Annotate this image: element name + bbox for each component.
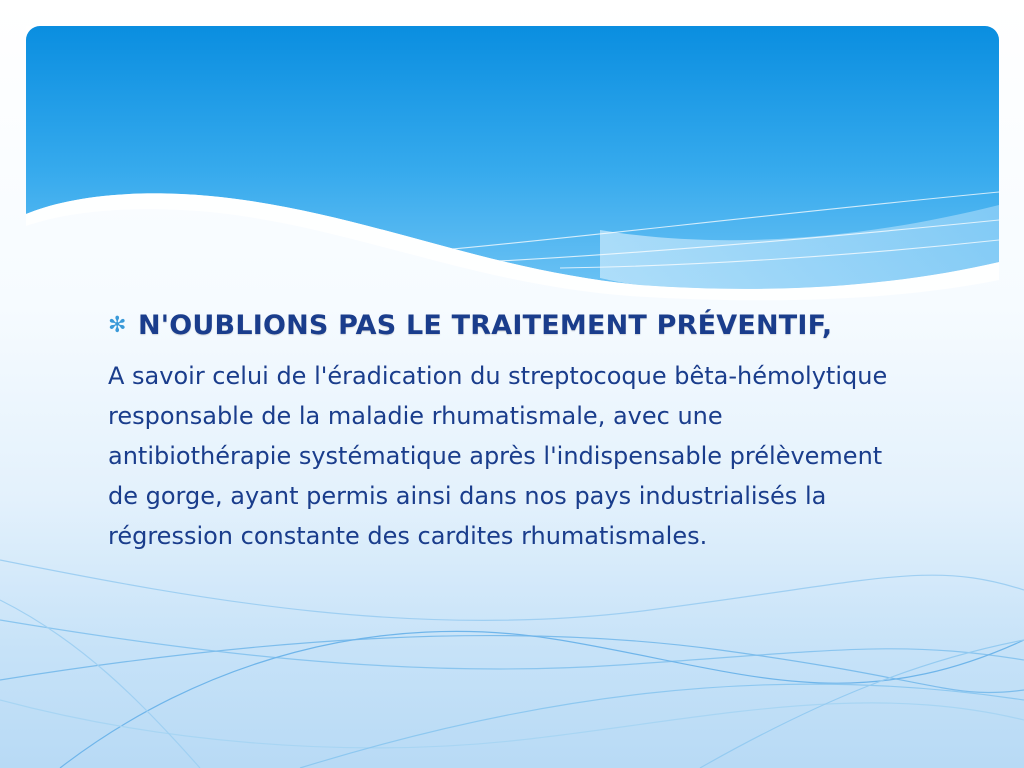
asterisk-bullet-icon: ✻ [108, 313, 127, 338]
slide-content [108, 306, 908, 556]
slide-body-text: A savoir celui de l'éradication du streptocoque bêta-hémolytique responsable de la maladie rhumatismale, avec une antibiothérapie systématique après l'indispensable prélèvement de gorge, ayant permis ainsi dans nos pays industrialisés la régression constante des cardites rhumatismales. [108, 362, 888, 550]
bullet-item [108, 306, 908, 350]
slide-heading: N'OUBLIONS PAS LE TRAITEMENT PRÉVENTIF, [138, 310, 833, 341]
